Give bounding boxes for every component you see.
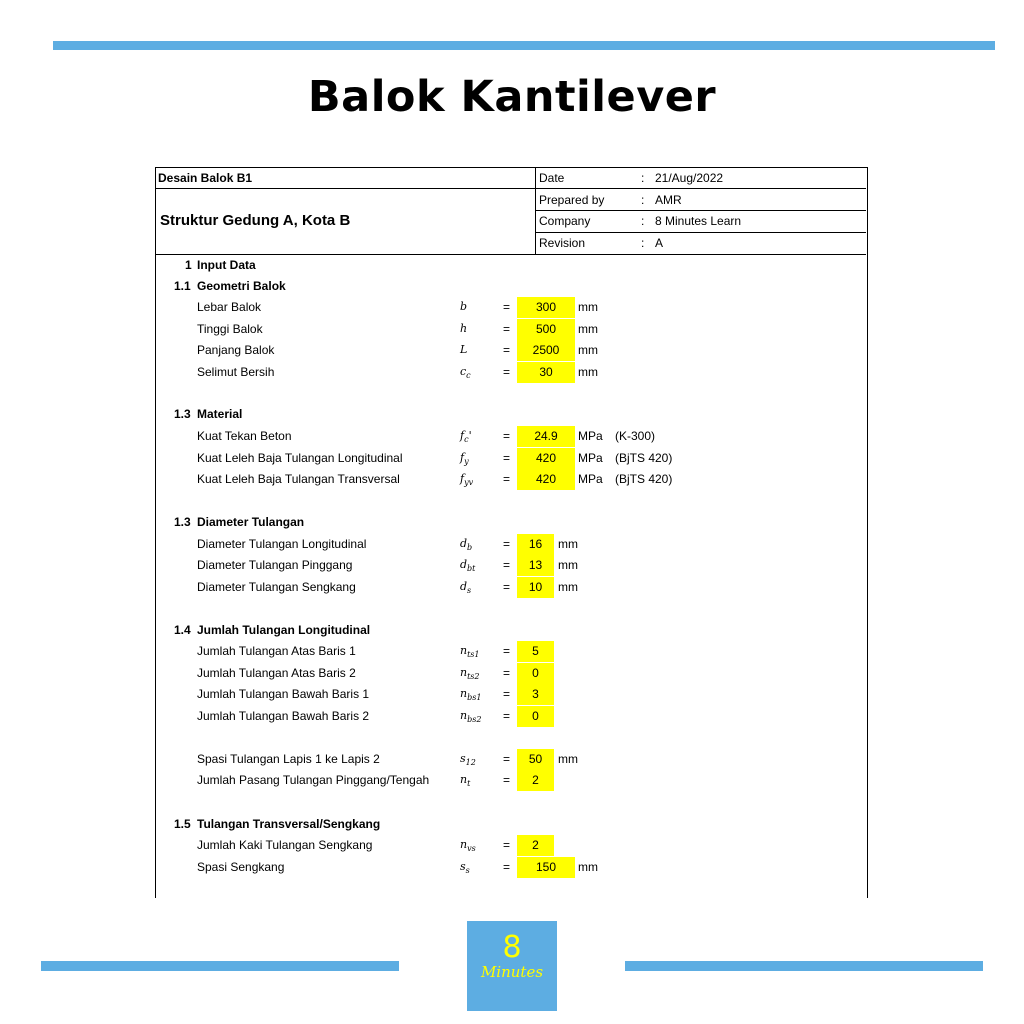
param-label: Tinggi Balok (197, 322, 263, 336)
param-symbol: $c_c$ (460, 365, 471, 381)
meta-column-line (535, 167, 536, 255)
param-label: Selimut Bersih (197, 365, 275, 379)
param-symbol: $s_{12}$ (460, 752, 476, 768)
equals-sign: = (503, 300, 511, 314)
input-value-cell[interactable]: 150 (517, 857, 575, 878)
unit-label: mm (578, 343, 598, 357)
meta-date-label: Date (539, 171, 565, 185)
bottom-right-accent-bar (625, 961, 983, 971)
bottom-left-accent-bar (41, 961, 399, 971)
grade-note: (BjTS 420) (615, 451, 673, 465)
param-label: Jumlah Tulangan Atas Baris 1 (197, 644, 356, 658)
meta-sep: : (641, 171, 645, 185)
input-value-cell[interactable]: 2500 (517, 340, 575, 361)
equals-sign: = (503, 429, 511, 443)
logo-word: Minutes (480, 963, 544, 981)
unit-label: mm (558, 558, 578, 572)
input-value-cell[interactable]: 5 (517, 641, 554, 662)
param-label: Jumlah Tulangan Bawah Baris 1 (197, 687, 370, 701)
unit-label: mm (578, 860, 598, 874)
grade-note: (BjTS 420) (615, 472, 673, 486)
input-value-cell[interactable]: 30 (517, 362, 575, 383)
param-symbol: $f_{yv}$ (460, 472, 474, 488)
equals-sign: = (503, 558, 511, 572)
meta-company-label: Company (539, 214, 591, 228)
unit-label: MPa (578, 451, 603, 465)
8-minutes-logo (467, 921, 557, 1011)
meta-sep: : (641, 193, 645, 207)
section-number: 1.3 (174, 407, 191, 421)
param-symbol: $d_s$ (460, 580, 472, 596)
param-symbol: $n_{ts2}$ (460, 666, 480, 682)
param-symbol: $n_{bs2}$ (460, 709, 482, 725)
param-label: Jumlah Tulangan Bawah Baris 2 (197, 709, 370, 723)
param-label: Kuat Tekan Beton (197, 429, 292, 443)
equals-sign: = (503, 773, 511, 787)
unit-label: MPa (578, 472, 603, 486)
page-title: Balok Kantilever (307, 72, 717, 122)
input-value-cell[interactable]: 16 (517, 534, 554, 555)
top-accent-bar (53, 41, 995, 50)
input-value-cell[interactable]: 0 (517, 663, 554, 684)
equals-sign: = (503, 365, 511, 379)
section-title: Jumlah Tulangan Longitudinal (197, 623, 371, 637)
meta-prepared-value: AMR (655, 193, 682, 207)
equals-sign: = (503, 709, 511, 723)
equals-sign: = (503, 644, 511, 658)
unit-label: mm (578, 322, 598, 336)
section-title: Diameter Tulangan (197, 515, 305, 529)
param-label: Spasi Sengkang (197, 860, 285, 874)
input-value-cell[interactable]: 420 (517, 469, 575, 490)
equals-sign: = (503, 687, 511, 701)
section-title: Material (197, 407, 243, 421)
input-data-num: 1 (185, 258, 192, 272)
logo-number: 8 (502, 930, 522, 965)
equals-sign: = (503, 472, 511, 486)
param-symbol: b (460, 300, 468, 313)
meta-date-value: 21/Aug/2022 (655, 171, 724, 185)
param-symbol: $d_b$ (460, 537, 473, 553)
equals-sign: = (503, 666, 511, 680)
unit-label: mm (578, 300, 598, 314)
input-data-title: Input Data (197, 258, 256, 272)
param-label: Jumlah Tulangan Atas Baris 2 (197, 666, 356, 680)
param-label: Diameter Tulangan Pinggang (197, 558, 353, 572)
input-value-cell[interactable]: 2 (517, 770, 554, 791)
unit-label: mm (558, 537, 578, 551)
section-title: Geometri Balok (197, 279, 286, 293)
input-value-cell[interactable]: 10 (517, 577, 554, 598)
input-value-cell[interactable]: 0 (517, 706, 554, 727)
input-value-cell[interactable]: 420 (517, 448, 575, 469)
meta-sep: : (641, 236, 645, 250)
equals-sign: = (503, 860, 511, 874)
header-bottom-line (155, 254, 866, 255)
param-label: Jumlah Kaki Tulangan Sengkang (197, 838, 373, 852)
param-symbol: $n_{ts1}$ (460, 644, 480, 660)
spreadsheet (155, 167, 868, 887)
project-name: Struktur Gedung A, Kota B (160, 212, 351, 229)
grade-note: (K-300) (615, 429, 656, 443)
input-value-cell[interactable]: 50 (517, 749, 554, 770)
meta-sep: : (641, 214, 645, 228)
equals-sign: = (503, 322, 511, 336)
unit-label: mm (558, 580, 578, 594)
input-value-cell[interactable]: 500 (517, 319, 575, 340)
header-divider (155, 188, 535, 189)
input-value-cell[interactable]: 2 (517, 835, 554, 856)
meta-revision-label: Revision (539, 236, 586, 250)
meta-prepared-label: Prepared by (539, 193, 605, 207)
param-label: Diameter Tulangan Longitudinal (197, 537, 367, 551)
meta-company-value: 8 Minutes Learn (655, 214, 742, 228)
equals-sign: = (503, 838, 511, 852)
equals-sign: = (503, 451, 511, 465)
meta-revision-value: A (655, 236, 664, 250)
param-label: Diameter Tulangan Sengkang (197, 580, 356, 594)
param-symbol: $n_t$ (460, 773, 471, 789)
param-symbol: h (460, 322, 468, 335)
input-value-cell[interactable]: 13 (517, 555, 554, 576)
unit-label: mm (578, 365, 598, 379)
input-value-cell[interactable]: 300 (517, 297, 575, 318)
param-symbol: $d_{bt}$ (460, 558, 476, 574)
equals-sign: = (503, 580, 511, 594)
unit-label: mm (558, 752, 578, 766)
param-label: Lebar Balok (197, 300, 262, 314)
param-symbol: $f_c'$ (460, 429, 472, 445)
section-number: 1.4 (174, 623, 191, 637)
unit-label: MPa (578, 429, 603, 443)
param-symbol: $f_y$ (460, 451, 469, 467)
param-label: Kuat Leleh Baja Tulangan Transversal (197, 472, 400, 486)
section-number: 1.3 (174, 515, 191, 529)
input-value-cell[interactable]: 3 (517, 684, 554, 705)
input-value-cell[interactable]: 24.9 (517, 426, 575, 447)
param-symbol: $s_s$ (460, 860, 470, 876)
equals-sign: = (503, 752, 511, 766)
param-label: Kuat Leleh Baja Tulangan Longitudinal (197, 451, 403, 465)
param-label: Spasi Tulangan Lapis 1 ke Lapis 2 (197, 752, 380, 766)
param-label: Jumlah Pasang Tulangan Pinggang/Tengah (197, 773, 430, 787)
equals-sign: = (503, 537, 511, 551)
param-label: Panjang Balok (197, 343, 275, 357)
section-number: 1.1 (174, 279, 191, 293)
meta-divider (535, 188, 866, 189)
design-title: Desain Balok B1 (158, 171, 253, 185)
param-symbol: $n_{bs1}$ (460, 687, 482, 703)
param-symbol: L (460, 343, 468, 356)
equals-sign: = (503, 343, 511, 357)
param-symbol: $n_{vs}$ (460, 838, 476, 854)
section-number: 1.5 (174, 817, 191, 831)
section-title: Tulangan Transversal/Sengkang (197, 817, 381, 831)
